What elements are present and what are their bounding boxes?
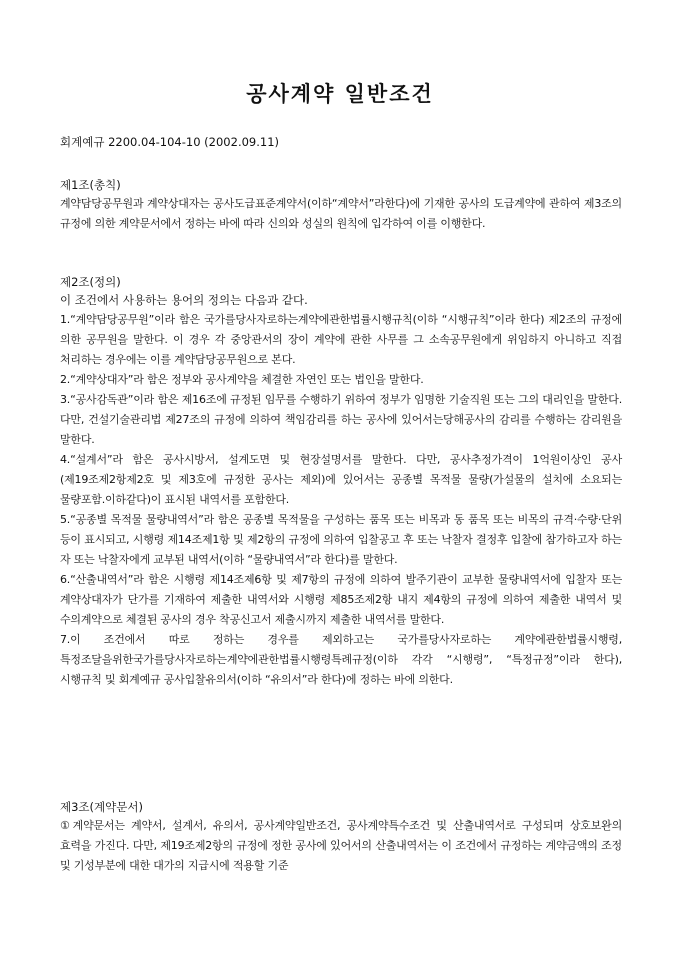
article-3-heading: 제3조(계약문서)	[60, 800, 143, 814]
definition-item: 4.“설계서”라 함은 공사시방서, 설계도면 및 현장설명서를 말한다. 다만, 공사추정가격이 1억원이상인 공사(제19조제2항제2호 및 제3호에 규정한 공사는 제외)에 있어서는 공종별 목적물 물량(가설물의 설치에 소요되는 물량포함.이하같다)이 표시된 내역서를 포함한다.	[60, 453, 622, 506]
definition-item: 7.이 조건에서 따로 정하는 경우를 제외하고는 국가를당사자로하는 계약에관한법률시행령, 특정조달을위한국가를당사자로하는계약에관한법률시행령특례규정(이하 각각 “시행령”, “특정규정”이라 한다), 시행규칙 및 회계예규 공사입찰유의서(이하 “유의서”라 한다)에 정하는 바에 의한다.	[60, 633, 622, 686]
definition-item: 6.“산출내역서”라 함은 시행령 제14조제6항 및 제7항의 규정에 의하여 발주기관이 교부한 물량내역서에 입찰자 또는 계약상대자가 단가를 기재하여 제출한 내역서와 시행령 제85조제2항 내지 제4항의 규정에 의하여 제출한 내역서 및 수의계약으로 체결된 공사의 경우 착공신고서 제출시까지 제출한 내역서를 말한다.	[60, 573, 622, 626]
definition-item: 5.“공종별 목적물 물량내역서”라 함은 공종별 목적물을 구성하는 품목 또는 비목과 동 품목 또는 비목의 규격·수량·단위 등이 표시되고, 시행령 제14조제1항 및 제2항의 규정에 의하여 입찰공고 후 또는 낙찰자 결정후 입찰에 참가하고자 하는 자 또는 낙찰자에게 교부된 내역서(이하 “물량내역서”라 한다)를 말한다.	[60, 513, 622, 566]
definition-item: 3.“공사감독관”이라 함은 제16조에 규정된 임무를 수행하기 위하여 정부가 임명한 기술직원 또는 그의 대리인을 말한다. 다만, 건설기술관리법 제27조의 규정에 의하여 책임감리를 하는 공사에 있어서는당해공사의 감리를 수행하는 감리원을 말한다.	[60, 393, 622, 446]
document-title: 공사계약 일반조건	[246, 81, 434, 106]
article-1-body: 계약담당공무원과 계약상대자는 공사도급표준계약서(이하“계약서”라한다)에 기재한 공사의 도급계약에 관하여 제3조의 규정에 의한 계약문서에서 정하는 바에 따라 신의와 성실의 원칙에 입각하여 이를 이행한다.	[60, 197, 622, 230]
article-2-heading: 제2조(정의)	[60, 275, 121, 289]
article-1-heading: 제1조(총칙)	[60, 178, 121, 192]
article-1	[60, 176, 622, 234]
article-2	[60, 273, 622, 690]
definition-item: 2.“계약상대자”라 함은 정부와 공사계약을 체결한 자연인 또는 법인을 말한다.	[60, 373, 424, 386]
article-2-intro: 이 조건에서 사용하는 용어의 정의는 다음과 같다.	[60, 293, 308, 307]
definition-item: 1.“계약담당공무원”이라 함은 국가를당사자로하는계약에관한법률시행규칙(이하 “시행규칙”이라 한다) 제2조의 규정에 의한 공무원을 말한다. 이 경우 각 중앙관서의 장이 계약에 관한 사무를 그 소속공무원에게 위임하지 아니하고 직접 처리하는 경우에는 이를 계약담당공무원으로 본다.	[60, 313, 622, 366]
article-3-body: ①계약문서는 계약서, 설계서, 유의서, 공사계약일반조건, 공사계약특수조건 및 산출내역서로 구성되며 상호보완의 효력을 가진다. 다만, 제19조제2항의 규정에 정한 공사에 있어서의 산출내역서는 이 조건에서 규정하는 계약금액의 조정 및 기성부분에 대한 대가의 지급시에 적용할 기준	[60, 819, 622, 872]
article-3	[60, 798, 622, 876]
regulation-reference: 회계예규 2200.04-104-10 (2002.09.11)	[60, 135, 280, 149]
